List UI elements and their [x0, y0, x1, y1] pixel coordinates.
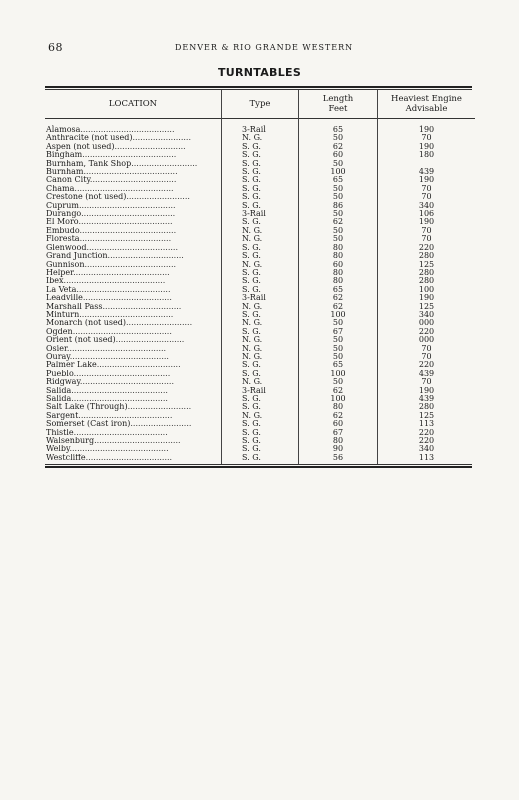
location-name: Aspen (not used)	[46, 142, 115, 151]
cell-engine: 280	[378, 277, 476, 285]
table-row	[45, 235, 475, 243]
cell-type: N. G.	[222, 378, 299, 386]
cell-type: N. G.	[222, 353, 299, 361]
cell-location	[45, 311, 222, 319]
location-name: Canon City	[46, 176, 90, 185]
dot-leader: ..........................	[131, 159, 198, 168]
cell-location	[45, 429, 222, 437]
cell-length: 80	[299, 277, 378, 285]
cell-location	[45, 454, 222, 464]
column-header-engine: Heaviest Engine Advisable	[378, 90, 476, 119]
page-number: 68	[48, 41, 63, 54]
cell-length: 50	[299, 353, 378, 361]
table-row	[45, 269, 475, 277]
cell-type: 3-Rail	[222, 210, 299, 218]
cell-length: 80	[299, 269, 378, 277]
cell-type: S. G.	[222, 445, 299, 453]
table-row	[45, 412, 475, 420]
cell-type: S. G.	[222, 395, 299, 403]
cell-location	[45, 328, 222, 336]
cell-engine: 70	[378, 345, 476, 353]
cell-type: N. G.	[222, 134, 299, 142]
cell-type: S. G.	[222, 202, 299, 210]
cell-engine: 439	[378, 168, 476, 176]
cell-location	[45, 193, 222, 201]
cell-length: 62	[299, 303, 378, 311]
cell-type: N. G.	[222, 227, 299, 235]
cell-length: 65	[299, 361, 378, 369]
cell-length: 80	[299, 252, 378, 260]
cell-engine: 190	[378, 119, 476, 135]
dot-leader: .........................	[126, 193, 190, 202]
cell-length: 56	[299, 454, 378, 464]
cell-location	[45, 420, 222, 428]
table-row	[45, 119, 475, 135]
dot-leader: ............................	[114, 142, 186, 151]
cell-location	[45, 412, 222, 420]
cell-location	[45, 361, 222, 369]
cell-engine: 125	[378, 303, 476, 311]
cell-type: S. G.	[222, 403, 299, 411]
cell-length: 65	[299, 176, 378, 184]
table-row	[45, 143, 475, 151]
cell-length: 60	[299, 420, 378, 428]
location-name: Anthracite (not used)	[46, 134, 133, 143]
location-name: Somerset (Cast iron)	[46, 420, 131, 429]
cell-length: 65	[299, 119, 378, 135]
table-row	[45, 445, 475, 453]
table-row	[45, 403, 475, 411]
dot-leader: ......................................	[78, 201, 176, 210]
cell-location	[45, 403, 222, 411]
location-name: Burnham, Tank Shop	[46, 159, 132, 168]
table-row	[45, 202, 475, 210]
cell-type: S. G.	[222, 277, 299, 285]
cell-location	[45, 336, 222, 344]
table-row	[45, 261, 475, 269]
location-name: Alamosa	[46, 125, 81, 134]
cell-length: 65	[299, 286, 378, 294]
cell-location	[45, 210, 222, 218]
cell-type: S. G.	[222, 429, 299, 437]
location-name: Bingham	[46, 151, 83, 160]
cell-location	[45, 218, 222, 226]
cell-length: 80	[299, 403, 378, 411]
cell-location	[45, 370, 222, 378]
cell-engine: 280	[378, 403, 476, 411]
location-name: Floresta	[46, 235, 80, 244]
table-row	[45, 176, 475, 184]
dot-leader: ..................................	[85, 453, 173, 462]
location-name: Crestone (not used)	[46, 193, 127, 202]
cell-engine: 000	[378, 319, 476, 327]
location-name: Orient (not used)	[46, 336, 116, 345]
top-rule-thick	[45, 86, 472, 88]
dot-leader: .......................................	[66, 344, 167, 353]
cell-location	[45, 437, 222, 445]
cell-type: N. G.	[222, 303, 299, 311]
cell-engine: 70	[378, 134, 476, 142]
cell-type: S. G.	[222, 185, 299, 193]
table-row	[45, 378, 475, 386]
cell-length: 86	[299, 202, 378, 210]
cell-length: 50	[299, 345, 378, 353]
location-name: Embudo	[46, 226, 80, 235]
table-row	[45, 294, 475, 302]
cell-type: N. G.	[222, 261, 299, 269]
location-name: Minturn	[46, 310, 80, 319]
location-name: Palmer Lake	[46, 361, 97, 370]
running-head: DENVER & RIO GRANDE WESTERN	[175, 43, 354, 52]
dot-leader: .......................................	[69, 445, 169, 454]
cell-location	[45, 252, 222, 260]
cell-location	[45, 227, 222, 235]
cell-location	[45, 353, 222, 361]
table-row	[45, 277, 475, 285]
cell-engine: 70	[378, 353, 476, 361]
table-row	[45, 336, 475, 344]
location-name: Westcliffe	[46, 453, 86, 462]
column-header-type: Type	[222, 90, 299, 119]
dot-leader: .......................	[132, 134, 192, 143]
table-body	[45, 119, 475, 465]
cell-length: 80	[299, 437, 378, 445]
cell-type: N. G.	[222, 336, 299, 344]
cell-engine: 70	[378, 227, 476, 235]
cell-location	[45, 261, 222, 269]
cell-type: N. G.	[222, 235, 299, 243]
cell-length: 50	[299, 378, 378, 386]
cell-engine: 125	[378, 412, 476, 420]
cell-engine: 340	[378, 311, 476, 319]
table-row	[45, 311, 475, 319]
dot-leader: ....................................	[86, 243, 178, 252]
cell-engine: 220	[378, 429, 476, 437]
section-title: TURNTABLES	[217, 66, 302, 79]
dot-leader: ..................................	[89, 176, 177, 185]
location-name: Burnham	[46, 168, 84, 177]
location-name: Pueblo	[46, 369, 74, 378]
location-name: Salida	[46, 395, 72, 403]
cell-engine: 000	[378, 336, 476, 344]
column-header-location: LOCATION	[108, 99, 158, 109]
cell-engine: 180	[378, 151, 476, 159]
dot-leader: .......................................	[72, 327, 172, 336]
cell-location	[45, 319, 222, 327]
location-name: Thistle	[46, 428, 74, 437]
cell-type: N. G.	[222, 319, 299, 327]
table-row	[45, 168, 475, 176]
cell-location	[45, 202, 222, 210]
location-name: Cuprum	[46, 201, 79, 210]
dot-leader: .....................................	[79, 310, 174, 319]
cell-length: 50	[299, 134, 378, 142]
dot-leader: ......................................	[71, 386, 168, 395]
cell-location	[45, 378, 222, 386]
cell-type: S. G.	[222, 361, 299, 369]
cell-engine: 190	[378, 176, 476, 184]
table-row	[45, 345, 475, 353]
cell-type: S. G.	[222, 311, 299, 319]
cell-length: 100	[299, 370, 378, 378]
location-name: Salt Lake (Through)	[46, 403, 128, 412]
table-header-row	[45, 90, 475, 119]
cell-type: N. G.	[222, 412, 299, 420]
dot-leader: .....................................	[78, 411, 173, 420]
cell-length: 62	[299, 387, 378, 395]
location-name: Welby	[46, 445, 70, 454]
cell-type: 3-Rail	[222, 387, 299, 395]
dot-leader: .....................................	[80, 125, 175, 134]
cell-length: 100	[299, 168, 378, 176]
location-name: Gunnison	[46, 260, 85, 269]
cell-engine: 70	[378, 235, 476, 243]
table-row	[45, 328, 475, 336]
location-name: Ouray	[46, 352, 70, 361]
cell-engine: 280	[378, 269, 476, 277]
cell-length: 90	[299, 445, 378, 453]
location-name: Helper	[46, 268, 74, 277]
table-row	[45, 252, 475, 260]
cell-length: 100	[299, 395, 378, 403]
dot-leader: ..................................	[94, 437, 181, 446]
table-row	[45, 429, 475, 437]
cell-location	[45, 269, 222, 277]
cell-type: S. G.	[222, 328, 299, 336]
cell-type: S. G.	[222, 168, 299, 176]
dot-leader: ...............................	[102, 302, 182, 311]
cell-location	[45, 244, 222, 252]
cell-engine: 106	[378, 210, 476, 218]
cell-length: 60	[299, 261, 378, 269]
dot-leader: ..........................	[126, 319, 193, 328]
cell-engine: 70	[378, 378, 476, 386]
location-name: Chama	[46, 184, 75, 193]
table-row	[45, 303, 475, 311]
cell-engine: 113	[378, 420, 476, 428]
cell-location	[45, 119, 222, 135]
cell-engine: 220	[378, 361, 476, 369]
dot-leader: ....................................	[84, 260, 177, 269]
dot-leader: ...........................	[115, 336, 185, 345]
dot-leader: .......................................	[69, 352, 169, 361]
cell-length: 50	[299, 160, 378, 168]
cell-location	[45, 185, 222, 193]
location-name: Glenwood	[46, 243, 87, 252]
cell-engine	[378, 160, 476, 168]
dot-leader: ......................................	[73, 268, 170, 277]
cell-location	[45, 176, 222, 184]
location-name: Monarch (not used)	[46, 319, 127, 328]
cell-engine: 190	[378, 218, 476, 226]
table-row	[45, 319, 475, 327]
cell-location	[45, 160, 222, 168]
cell-engine: 190	[378, 387, 476, 395]
cell-type: S. G.	[222, 437, 299, 445]
cell-length: 50	[299, 193, 378, 201]
location-name: La Veta	[46, 285, 77, 294]
cell-engine: 70	[378, 185, 476, 193]
cell-location	[45, 143, 222, 151]
table-row	[45, 160, 475, 168]
cell-location	[45, 395, 222, 403]
table-row	[45, 437, 475, 445]
cell-length: 62	[299, 218, 378, 226]
table-row	[45, 420, 475, 428]
table-row	[45, 395, 475, 403]
turntables-table	[45, 90, 475, 464]
dot-leader: ...................................	[82, 294, 172, 303]
table-row	[45, 244, 475, 252]
cell-location	[45, 134, 222, 142]
cell-type: S. G.	[222, 286, 299, 294]
location-name: Salida	[46, 386, 72, 395]
cell-location	[45, 286, 222, 294]
dot-leader: .....................................	[76, 285, 171, 294]
cell-type: S. G.	[222, 176, 299, 184]
cell-type: S. G.	[222, 269, 299, 277]
table-row	[45, 218, 475, 226]
dot-leader: .....................................	[81, 210, 176, 219]
cell-length: 50	[299, 227, 378, 235]
location-name: Osier	[46, 344, 67, 353]
table-row	[45, 193, 475, 201]
cell-type: N. G.	[222, 345, 299, 353]
cell-engine: 100	[378, 286, 476, 294]
table-row	[45, 387, 475, 395]
location-name: Sargent	[46, 411, 79, 420]
cell-length: 62	[299, 412, 378, 420]
location-name: Durango	[46, 210, 82, 219]
cell-length: 62	[299, 143, 378, 151]
cell-length: 67	[299, 429, 378, 437]
cell-type: S. G.	[222, 193, 299, 201]
cell-type: S. G.	[222, 244, 299, 252]
table-row	[45, 227, 475, 235]
cell-engine: 190	[378, 294, 476, 302]
cell-engine: 340	[378, 202, 476, 210]
cell-type: S. G.	[222, 420, 299, 428]
cell-location	[45, 303, 222, 311]
cell-length: 60	[299, 151, 378, 159]
cell-location	[45, 168, 222, 176]
table-row	[45, 286, 475, 294]
cell-length: 50	[299, 336, 378, 344]
cell-length: 62	[299, 294, 378, 302]
dot-leader: .....................................	[83, 168, 178, 177]
table-row	[45, 210, 475, 218]
dot-leader: ......................................	[79, 226, 177, 235]
dot-leader: .......................................	[74, 184, 174, 193]
cell-type: S. G.	[222, 151, 299, 159]
cell-length: 50	[299, 210, 378, 218]
cell-engine: 125	[378, 261, 476, 269]
cell-type: S. G.	[222, 252, 299, 260]
dot-leader: ..............................	[107, 252, 184, 261]
dot-leader: ........................	[130, 420, 192, 429]
column-header-length: Length Feet	[299, 90, 378, 119]
cell-location	[45, 294, 222, 302]
cell-engine: 220	[378, 244, 476, 252]
location-name: Walsenburg	[46, 437, 95, 446]
cell-location	[45, 277, 222, 285]
turntables-table-container	[45, 86, 472, 468]
table-row	[45, 185, 475, 193]
cell-length: 50	[299, 235, 378, 243]
cell-engine: 280	[378, 252, 476, 260]
cell-type: S. G.	[222, 218, 299, 226]
cell-location	[45, 445, 222, 453]
cell-engine: 439	[378, 370, 476, 378]
cell-type: 3-Rail	[222, 294, 299, 302]
table-row	[45, 454, 475, 464]
location-name: Grand Junction	[46, 252, 108, 261]
cell-type: S. G.	[222, 370, 299, 378]
cell-length: 100	[299, 311, 378, 319]
cell-engine: 220	[378, 437, 476, 445]
cell-engine: 190	[378, 143, 476, 151]
cell-length: 50	[299, 185, 378, 193]
cell-location	[45, 151, 222, 159]
location-name: Leadville	[46, 294, 83, 303]
dot-leader: ........................................	[63, 277, 166, 286]
table-row	[45, 134, 475, 142]
bottom-rule-thin	[45, 464, 472, 465]
cell-length: 80	[299, 244, 378, 252]
location-name: Ogden	[46, 327, 73, 336]
cell-engine: 220	[378, 328, 476, 336]
location-name: Marshall Pass	[46, 302, 103, 311]
cell-location	[45, 387, 222, 395]
dot-leader: .....................................	[82, 151, 177, 160]
dot-leader: ......................................	[71, 395, 168, 403]
location-name: Ridgway	[46, 378, 80, 387]
cell-location	[45, 345, 222, 353]
dot-leader: .....................................	[73, 428, 168, 437]
cell-engine: 113	[378, 454, 476, 464]
cell-engine: 340	[378, 445, 476, 453]
dot-leader: .........................	[127, 403, 192, 412]
dot-leader: .....................................	[78, 218, 173, 227]
cell-type: S. G.	[222, 160, 299, 168]
bottom-rule-thick	[45, 466, 472, 468]
table-row	[45, 151, 475, 159]
table-row	[45, 353, 475, 361]
cell-type: S. G.	[222, 143, 299, 151]
location-name: El Moro	[46, 218, 79, 227]
dot-leader: .................................	[96, 361, 181, 370]
dot-leader: .....................................	[79, 378, 174, 387]
dot-leader: ......................................	[73, 369, 171, 378]
cell-type: S. G.	[222, 454, 299, 464]
cell-type: 3-Rail	[222, 119, 299, 135]
dot-leader: ....................................	[79, 235, 172, 244]
cell-location	[45, 235, 222, 243]
cell-length: 67	[299, 328, 378, 336]
table-row	[45, 361, 475, 369]
cell-engine: 439	[378, 395, 476, 403]
location-name: Ibex	[46, 277, 64, 286]
cell-length: 50	[299, 319, 378, 327]
table-row	[45, 370, 475, 378]
cell-engine: 70	[378, 193, 476, 201]
